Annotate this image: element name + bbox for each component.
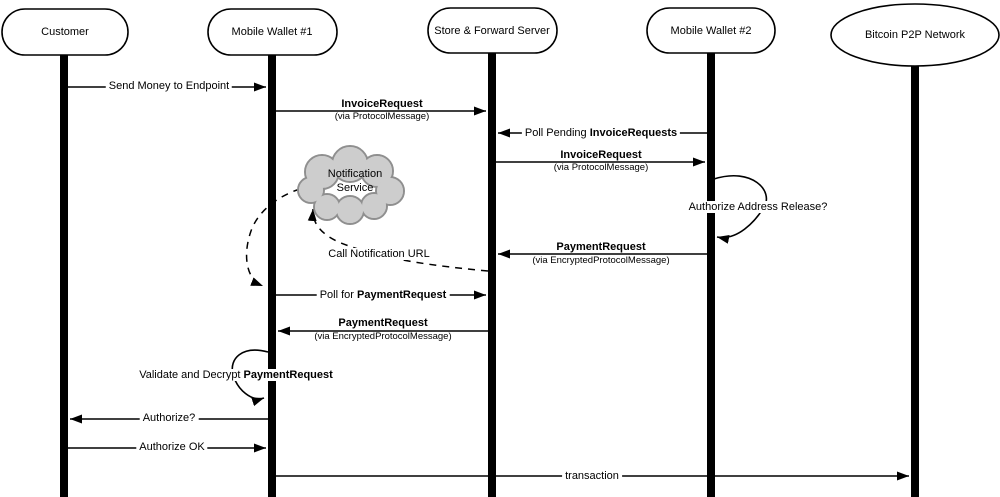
msg-invoice-request-2: InvoiceRequest xyxy=(560,149,642,161)
msg-transaction: transaction xyxy=(562,470,622,482)
msg-call-notification: Call Notification URL xyxy=(325,248,432,260)
msg-authorize-address: Authorize Address Release? xyxy=(686,201,831,213)
msg-validate-decrypt: Validate and Decrypt PaymentRequest xyxy=(136,369,336,381)
msg-authorize: Authorize? xyxy=(140,412,199,424)
msg-payment-request-left-via: (via EncryptedProtocolMessage) xyxy=(314,331,452,342)
msg-send-money: Send Money to Endpoint xyxy=(106,80,232,92)
lifeline-mobile-wallet-1 xyxy=(268,54,276,497)
msg-invoice-request-1-via: (via ProtocolMessage) xyxy=(334,111,430,122)
msg-payment-request-down: PaymentRequest xyxy=(556,241,646,253)
actor-label-bitcoin-p2p-network: Bitcoin P2P Network xyxy=(864,29,966,41)
actor-label-store-forward-server: Store & Forward Server xyxy=(434,25,550,37)
lifeline-store-forward-server xyxy=(488,51,496,497)
actor-label-mobile-wallet-1: Mobile Wallet #1 xyxy=(231,26,313,38)
cloud-label-line1: Notification xyxy=(327,168,383,180)
cloud-label-line2: Service xyxy=(336,182,374,194)
msg-poll-pending: Poll Pending InvoiceRequests xyxy=(522,127,680,139)
msg-authorize-ok: Authorize OK xyxy=(136,441,207,453)
msg-invoice-request-1: InvoiceRequest xyxy=(341,98,423,110)
msg-invoice-request-2-via: (via ProtocolMessage) xyxy=(553,162,649,173)
msg-poll-payment: Poll for PaymentRequest xyxy=(317,289,450,301)
actor-label-mobile-wallet-2: Mobile Wallet #2 xyxy=(670,25,752,37)
lifeline-bitcoin-p2p-network xyxy=(911,64,919,497)
lifeline-customer xyxy=(60,54,68,497)
msg-payment-request-left: PaymentRequest xyxy=(338,317,428,329)
msg-payment-request-down-via: (via EncryptedProtocolMessage) xyxy=(532,255,670,266)
lifeline-mobile-wallet-2 xyxy=(707,51,715,497)
actor-label-customer: Customer xyxy=(41,26,89,38)
